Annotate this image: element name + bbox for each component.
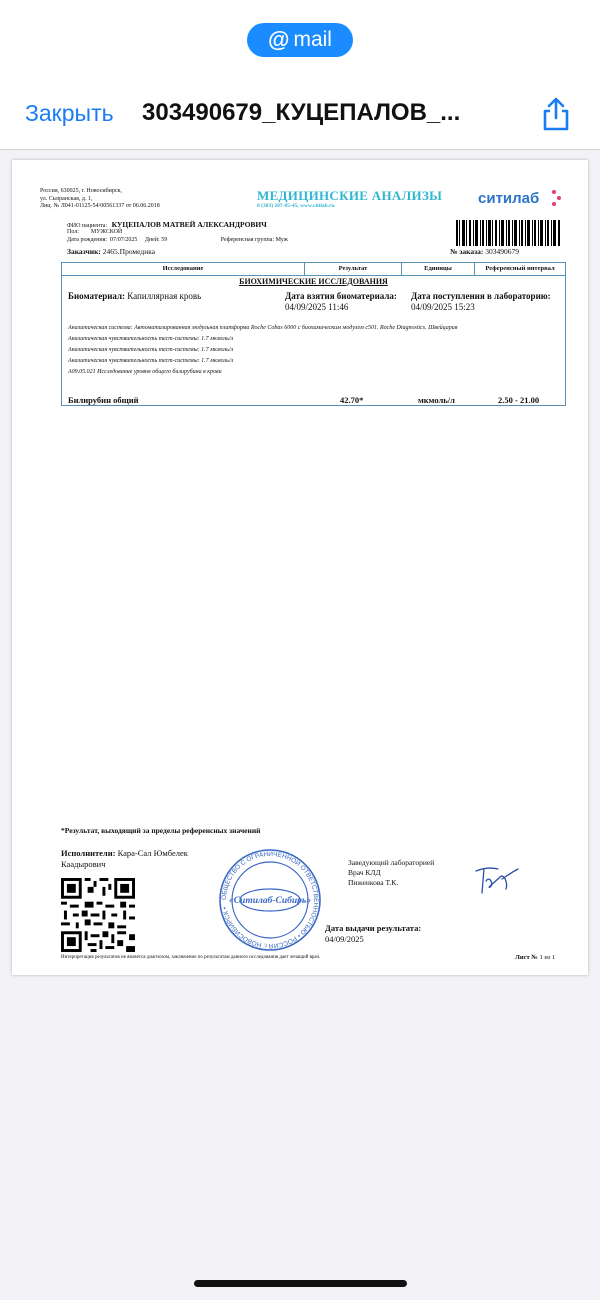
result-range: 2.50 - 21.00 bbox=[498, 395, 540, 405]
stamp-ring-text: ОБЩЕСТВО С ОГРАНИЧЕННОЙ ОТВЕТСТВЕННОСТЬЮ • РОССИЯ г. НОВОСИБИРСК • bbox=[220, 850, 320, 950]
share-icon[interactable] bbox=[540, 96, 572, 132]
table-header bbox=[62, 263, 565, 276]
patient-ref-group: Муж bbox=[275, 237, 288, 243]
file-title: 303490679_КУЦЕПАЛОВ_... bbox=[142, 99, 461, 126]
patient-days: 59 bbox=[161, 237, 168, 243]
at-sign-icon: @ bbox=[268, 27, 290, 52]
results-table bbox=[61, 262, 566, 406]
footnote: *Результат, выходящий за пределы референсных значений bbox=[61, 826, 261, 835]
table-row bbox=[62, 395, 565, 406]
executors: Исполнители: Кара-Сал Юмбелек Каадырович bbox=[61, 848, 188, 869]
result-units: мкмоль/л bbox=[418, 395, 455, 405]
customer-name: 2465.Промедика bbox=[102, 247, 156, 256]
col-result: Результат bbox=[305, 263, 402, 276]
mail-app-badge[interactable] bbox=[247, 23, 353, 57]
col-units: Единицы bbox=[402, 263, 475, 276]
home-indicator[interactable] bbox=[194, 1280, 407, 1287]
qr-code bbox=[61, 878, 135, 952]
col-test: Исследование bbox=[62, 263, 305, 276]
disclaimer: Интерпретация результатов не является диагнозом, заключение по результатам данного исследования дает лечащий врач. bbox=[61, 955, 321, 960]
col-reference: Референсный интервал bbox=[485, 265, 555, 272]
patient-name: КУЦЕПАЛОВ МАТВЕЙ АЛЕКСАНДРОВИЧ bbox=[111, 220, 267, 229]
analysis-notes: Аналитическая система: Автоматизированная модульная платформа Roche Cobas 6000 с биохимическим модулем с501. Roche Diagnostics. Швейцария Аналитическая чувствительность тест-системы: 1.7 мкмоль/л Аналитическая чувствительность тест-системы: 1.7 мкмоль/л Аналитическая чувствительность тест-системы: 1.7 мкмоль/л А09.05.021 Исследование уровня общего билирубина в крови bbox=[68, 325, 458, 375]
close-button[interactable]: Закрыть bbox=[25, 100, 114, 126]
biomaterial: Биоматериал: Капиллярная кровь bbox=[68, 291, 202, 301]
order-number-row: № заказа: 303490679 bbox=[450, 247, 520, 256]
lab-report-page bbox=[12, 160, 588, 975]
issue-date: Дата выдачи результата: 04/09/2025 bbox=[325, 923, 422, 944]
result-value: 42.70* bbox=[340, 395, 364, 405]
patient-name-row: ФИО пациента: КУЦЕПАЛОВ МАТВЕЙ АЛЕКСАНДРОВИЧ bbox=[67, 220, 267, 229]
logo-dots-icon bbox=[550, 188, 562, 208]
patient-sex-row: Пол: МУЖСКОЙ bbox=[67, 229, 123, 235]
lab-head: Заведующий лабораторией Врач КЛД Пиженкова Т.К. bbox=[348, 858, 435, 887]
brand-title: МЕДИЦИНСКИЕ АНАЛИЗЫ bbox=[257, 188, 443, 203]
brand-contacts: 8 (383) 207-85-45, www.citilab.ru bbox=[257, 203, 335, 209]
mail-label: mail bbox=[293, 28, 332, 51]
viewer-toolbar bbox=[0, 0, 600, 150]
company-stamp bbox=[210, 848, 330, 952]
section-title: БИОХИМИЧЕСКИЕ ИССЛЕДОВАНИЯ bbox=[239, 277, 388, 286]
arrival-date: Дата поступления в лабораторию: 04/09/2025 15:23 bbox=[411, 291, 551, 312]
sheet-number: Лист № 1 из 1 bbox=[515, 954, 556, 961]
stamp-center-text: «Ситилаб-Сибирь» bbox=[228, 896, 312, 906]
patient-dob-row: Дата рождения: 07/07/2025 Дней: 59 Референсная группа: Муж bbox=[67, 237, 288, 243]
patient-dob: 07/07/2025 bbox=[110, 237, 138, 243]
customer-row: Заказчик: 2465.Промедика bbox=[67, 247, 156, 256]
signature-mark bbox=[472, 863, 520, 897]
citilab-logo: ситилаб bbox=[478, 190, 540, 207]
order-barcode bbox=[456, 220, 560, 246]
result-name: Билирубин общий bbox=[68, 395, 139, 405]
order-number: 303490679 bbox=[485, 247, 520, 256]
patient-sex: МУЖСКОЙ bbox=[90, 229, 123, 235]
lab-address: Россия, 630025, г. Новосибирск, ул. Сызранская, д. 1, Лиц. № Л041-01125-54/00561337 от 06.06.2018 bbox=[40, 188, 160, 209]
sampling-date: Дата взятия биоматериала: 04/09/2025 11:46 bbox=[285, 291, 397, 312]
